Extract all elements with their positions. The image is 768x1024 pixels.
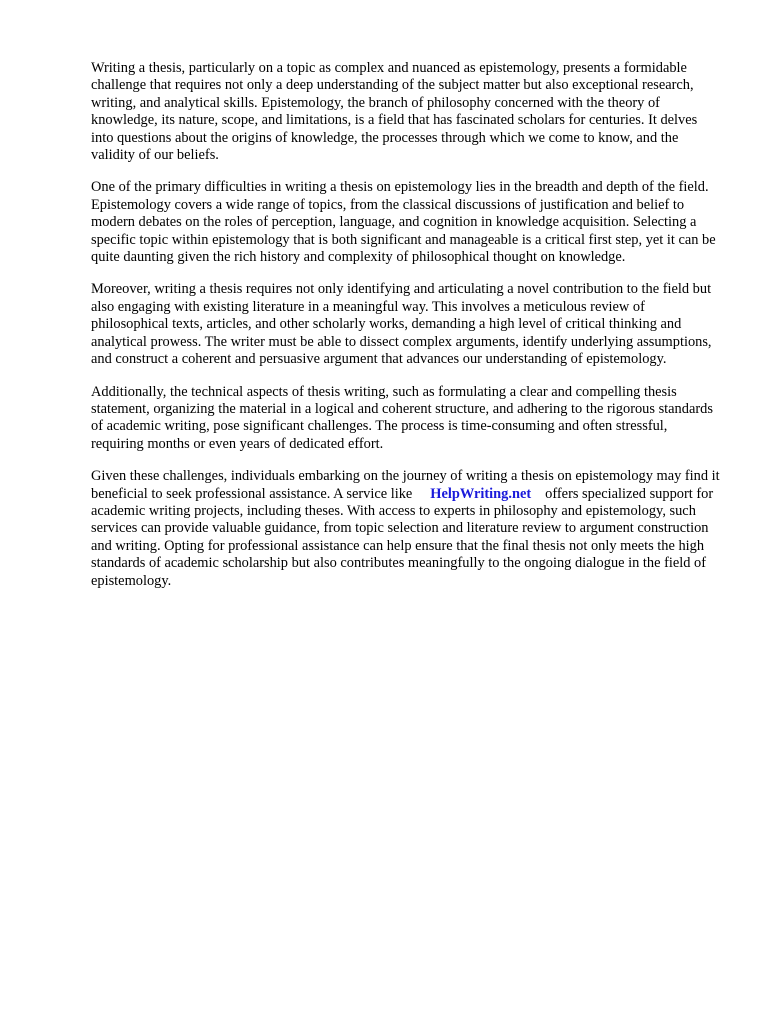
document-page xyxy=(91,60,723,605)
paragraph-difficulties: One of the primary difficulties in writing a thesis on epistemology lies in the breadth and depth of the field. Epistemology covers a wide range of topics, from the classical discussions of justification and belief to modern debates on the roles of perception, language, and cognition in knowledge acquisition. Selecting a specific topic within epistemology that is both significant and manageable is a critical first step, yet it can be quite daunting given the rich history and complexity of philosophical thought on knowledge. xyxy=(91,179,716,266)
paragraph-intro: Writing a thesis, particularly on a topic as complex and nuanced as epistemology, presents a formidable challenge that requires not only a deep understanding of the subject matter but also exceptional research, writing, and analytical skills. Epistemology, the branch of philosophy concerned with the theory of knowledge, its nature, scope, and limitations, is a field that has fascinated scholars for centuries. It delves into questions about the origins of knowledge, the processes through which we come to know, and the validity of our beliefs. xyxy=(91,60,698,164)
conclusion-text-after-link: offers specialized support for academic writing projects, including theses. With access to experts in philosophy and epistemology, such services can provide valuable guidance, from topic selection and literature review to argument construction and writing. Opting for professional assistance can help ensure that the final thesis not only meets the high standards of academic scholarship but also contributes meaningfully to the ongoing dialogue in the field of epistemology. xyxy=(91,485,714,589)
helpwriting-link[interactable]: HelpWriting.net xyxy=(430,485,532,502)
paragraph-technical: Additionally, the technical aspects of thesis writing, such as formulating a clear and compelling thesis statement, organizing the material in a logical and coherent structure, and adhering to the rigorous standards of academic writing, pose significant challenges. The process is time-consuming and often stressful, requiring months or even years of dedicated effort. xyxy=(91,383,713,452)
conclusion-text-before-link: Given these challenges, individuals embarking on the journey of writing a thesis on epistemology may find it beneficial to seek professional assistance. A service like xyxy=(91,468,720,502)
paragraph-conclusion xyxy=(91,468,723,590)
paragraph-literature: Moreover, writing a thesis requires not only identifying and articulating a novel contribution to the field but also engaging with existing literature in a meaningful way. This involves a meticulous review of philosophical texts, articles, and other scholarly works, demanding a high level of critical thinking and analytical prowess. The writer must be able to dissect complex arguments, identify underlying assumptions, and construct a coherent and persuasive argument that advances our understanding of epistemology. xyxy=(91,281,712,368)
